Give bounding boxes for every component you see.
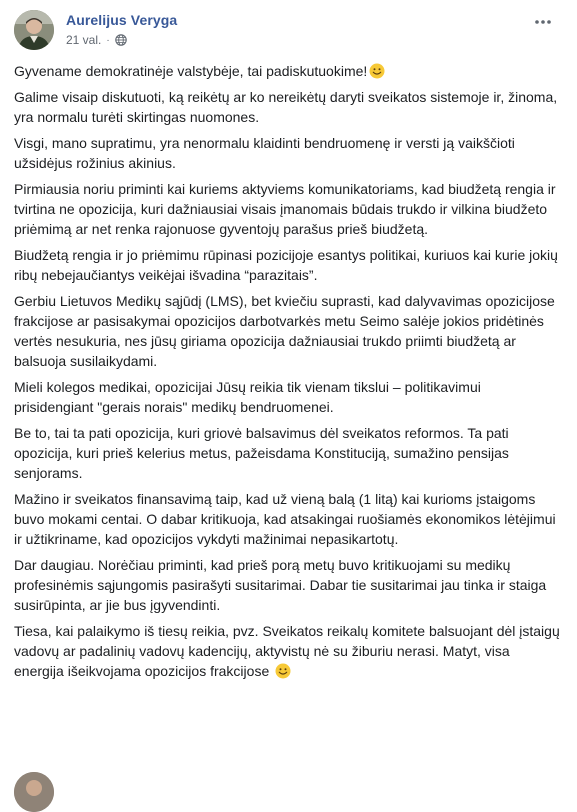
post-meta (66, 33, 127, 47)
post-paragraph: Biudžetą rengia ir jo priėmimu rūpinasi pozicijoje esantys politikai, kuriuos kai kurie jokių ribų nebejaučiantys veikėjai išvadina “parazitais”. (14, 247, 558, 283)
more-options-icon[interactable] (531, 12, 555, 32)
post-time[interactable]: 21 val. (66, 33, 102, 47)
author-name[interactable]: Aurelijus Veryga (66, 12, 178, 28)
post-paragraph: Pirmiausia noriu priminti kai kuriems aktyviems komunikatoriams, kad biudžetą rengia ir tvirtina ne opozicija, kuri dažniausiai visais įmanomais būdais trukdo ir vilkina biudžeto priėmimą ar net renka rajonuose gyventojų parašus prieš biudžetą. (14, 181, 556, 237)
post-paragraph: Dar daugiau. Norėčiau priminti, kad prieš porą metų buvo kritikuojami su medikų profesinėmis sąjungomis pasirašyti susitarimai. Dabar tie susitarimai jau tinka ir staiga susirūpinta, ar jie bus įgyvendinti. (14, 557, 547, 613)
paragraph-text: Tiesa, kai palaikymo iš tiesų reikia, pvz. Sveikatos reikalų komitete balsuojant dėl įstaigų vadovų ar padalinių vadovų kadencijų, aktyvistų nė su žiburiu nerasi. Matyt, visa energija išeikvojama opozicijos frakcijose (14, 623, 560, 679)
post-paragraph: Gerbiu Lietuvos Medikų sąjūdį (LMS), bet kviečiu suprasti, kad dalyvavimas opozicijose frakcijose ar pasisakymai opozicijos darbotvarkės metu Seimo salėje jokios pridėtinės vertės nesukuria, nes jūsų giriama opozicija dažniausiai trukdo priimti biudžetą ar balsuoja susilaikydami. (14, 293, 555, 369)
smiley-emoji-icon (369, 63, 385, 79)
meta-separator: · (106, 34, 110, 46)
post-paragraph: Mažino ir sveikatos finansavimą taip, kad už vieną balą (1 litą) kai kurioms įstaigoms buvo mokami centai. O dabar kritikuoja, kad atsakingai ruošiamės ekonomikos lėtėjimui ir užtikriname, kad opozicijos vykdyti mažinimai nepasikartotų. (14, 491, 556, 547)
post-paragraph: Mieli kolegos medikai, opozicijai Jūsų reikia tik vienam tikslui – politikavimui prisidengiant "gerais norais" medikų bendruomenei. (14, 379, 481, 415)
next-comment-avatar[interactable] (14, 772, 54, 812)
post-paragraph (14, 61, 560, 81)
author-avatar[interactable] (14, 10, 54, 50)
post-header (14, 8, 563, 58)
avatar-image (14, 10, 54, 50)
post-paragraph: Visgi, mano supratimu, yra nenormalu klaidinti bendruomenę ir versti ją vaikščioti užsidėjus rožinius akinius. (14, 135, 515, 171)
post-paragraph: Be to, tai ta pati opozicija, kuri griovė balsavimus dėl sveikatos reformos. Ta pati opozicija, kuri prieš kelerius metus, pažeisdama Konstituciją, sumažino pensijas senjorams. (14, 425, 509, 481)
next-avatar-image (14, 772, 54, 812)
post-body (14, 61, 560, 687)
paragraph-text: Gyvename demokratinėje valstybėje, tai padiskutuokime! (14, 63, 368, 79)
globe-icon[interactable] (115, 34, 127, 46)
smiley-emoji-icon (275, 663, 291, 679)
post-paragraph (14, 621, 560, 681)
post-paragraph: Galime visaip diskutuoti, ką reikėtų ar ko nereikėtų daryti sveikatos sistemoje ir, žinoma, yra normalu turėti skirtingas nuomones. (14, 89, 558, 125)
